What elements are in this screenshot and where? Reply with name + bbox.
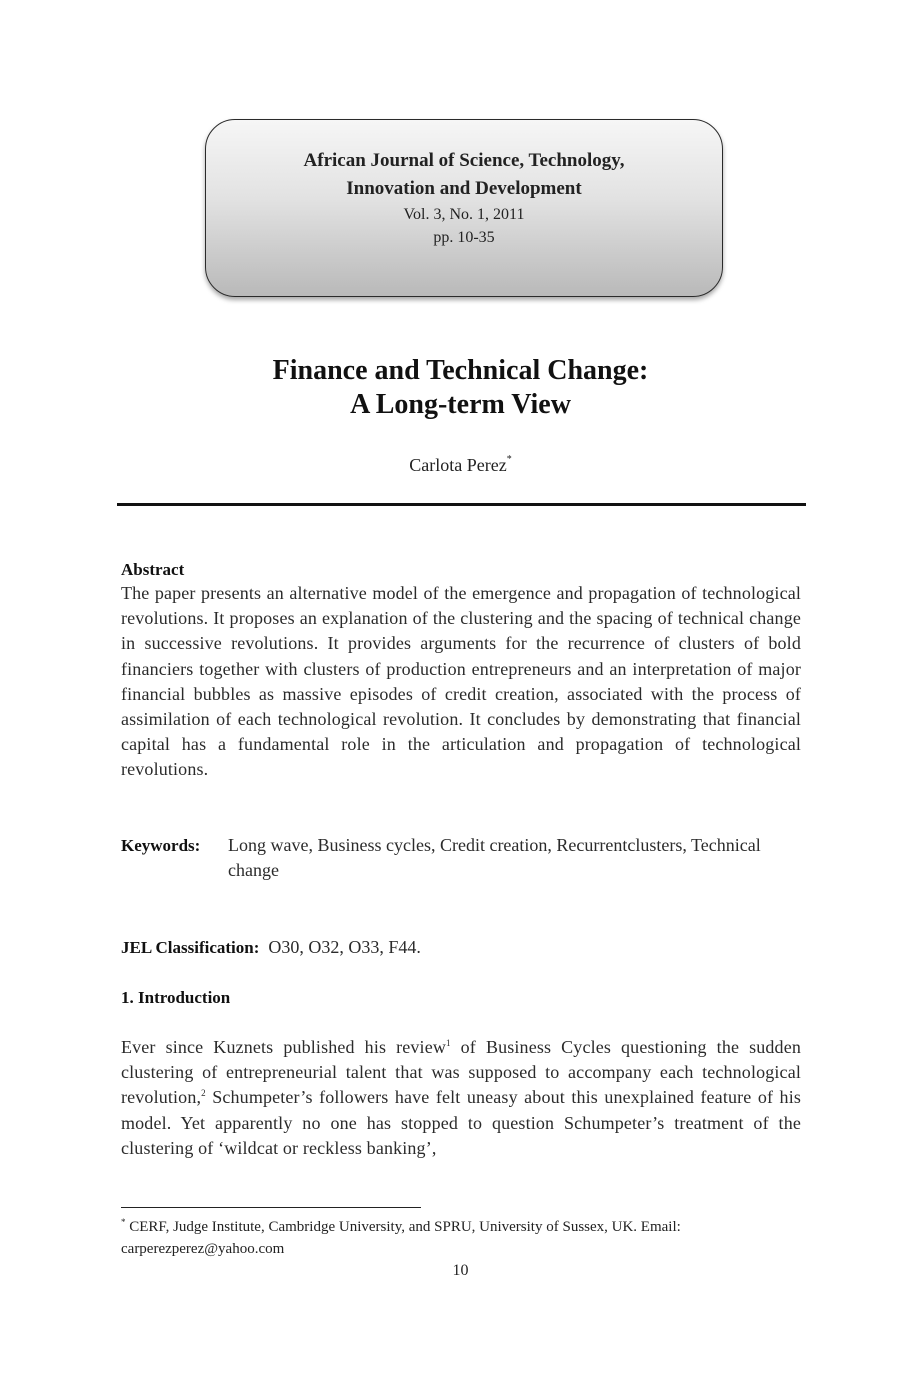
keywords-text: Long wave, Business cycles, Credit creation, Recurrentclusters, Technical change (228, 835, 761, 881)
keywords-label: Keywords: (121, 836, 201, 855)
journal-info-box (205, 119, 723, 297)
introduction-text-part3: Schumpeter’s followers have felt uneasy about this unexplained feature of his model. Yet apparently no one has stopped to question Schumpeter’s treatment of the clustering of ‘wildcat or reckless banking’, (121, 1087, 801, 1158)
journal-volume: Vol. 3, No. 1, 2011 (403, 206, 525, 223)
jel-label: JEL Classification: (121, 938, 260, 957)
introduction-text (121, 1035, 801, 1161)
paper-title-line1: Finance and Technical Change: (272, 355, 649, 386)
footnote-text: CERF, Judge Institute, Cambridge University, and SPRU, University of Sussex, UK. Email: carperezperez@yahoo.com (121, 1219, 681, 1257)
introduction-text-part1: Ever since Kuznets published his review (121, 1037, 446, 1057)
paper-title (0, 354, 921, 422)
author-footnote-mark[interactable]: * (506, 454, 512, 465)
journal-name-line1: African Journal of Science, Technology, (303, 150, 625, 171)
paper-title-line2: A Long-term View (350, 389, 571, 420)
footnote-ref-1[interactable]: 1 (446, 1038, 451, 1048)
author-name: Carlota Perez (409, 455, 507, 475)
journal-pages: pp. 10-35 (433, 229, 495, 246)
introduction-text-part2: of Business Cycles questioning the sudden clustering of entrepreneurial talent that was supposed to accompany each technological revolution, (121, 1037, 801, 1108)
footnote-mark: * (121, 1217, 126, 1227)
abstract-text: The paper presents an alternative model of the emergence and propagation of technological revolutions. It proposes an explanation of the clustering and the spacing of technical change in successive revolutions. It provides arguments for the recurrence of clusters of bold financiers together with clusters of production entrepreneurs and an interpretation of major financial bubbles as massive episodes of credit creation, associated with the process of assimilation of each technological revolution. It concludes by demonstrating that financial capital has a fundamental role in the articulation and propagation of technological revolutions. (121, 583, 801, 780)
journal-name-line2: Innovation and Development (346, 178, 582, 199)
page-number: 10 (452, 1262, 469, 1279)
footnote-divider (121, 1207, 421, 1208)
keywords-section (121, 833, 801, 883)
title-divider (117, 503, 806, 506)
footnote-ref-2[interactable]: 2 (201, 1088, 206, 1099)
author-line (0, 454, 921, 476)
jel-codes: O30, O32, O33, F44. (268, 937, 421, 957)
introduction-heading: 1. Introduction (121, 988, 231, 1007)
author-footnote (121, 1216, 801, 1260)
abstract-heading: Abstract (121, 560, 185, 579)
jel-section (121, 935, 801, 960)
